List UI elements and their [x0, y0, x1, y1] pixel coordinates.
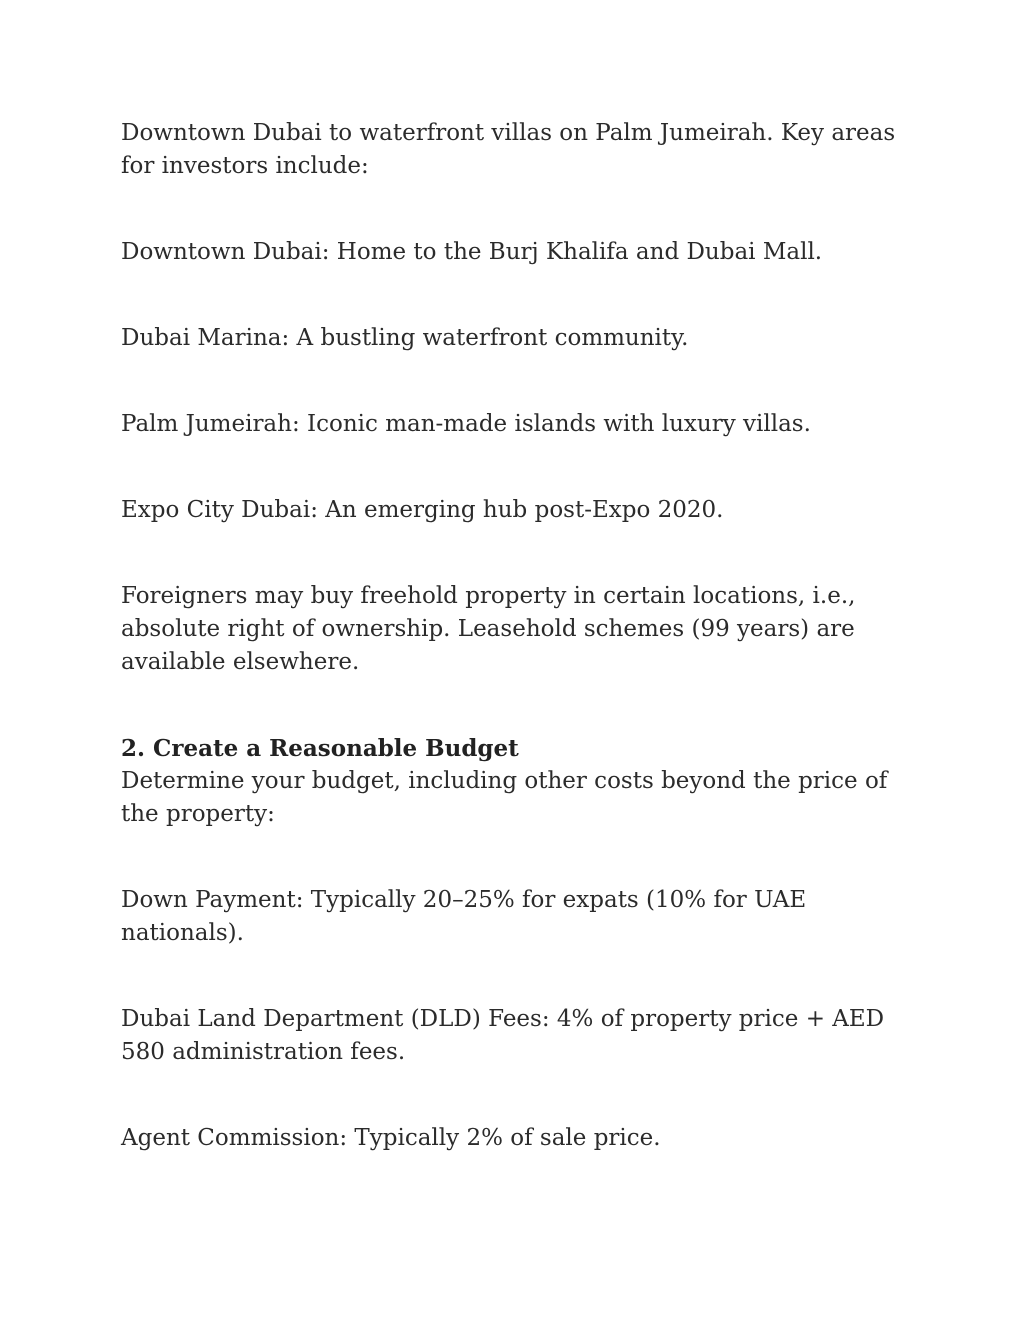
- ownership-paragraph: Foreigners may buy freehold property in certain locations, i.e., absolute right of ownership. Leasehold schemes (99 years) are available elsewhere.: [121, 583, 856, 675]
- budget-section: [121, 732, 921, 831]
- document-body: [121, 117, 921, 1155]
- section-heading: 2. Create a Reasonable Budget: [121, 735, 519, 762]
- section-intro-paragraph: Determine your budget, including other costs beyond the price of the property:: [121, 768, 888, 827]
- cost-item-agent-commission: Agent Commission: Typically 2% of sale price.: [121, 1125, 661, 1151]
- cost-item-dld-fees: Dubai Land Department (DLD) Fees: 4% of property price + AED 580 administration fees.: [121, 1006, 885, 1065]
- intro-paragraph: Downtown Dubai to waterfront villas on Palm Jumeirah. Key areas for investors include:: [121, 120, 896, 179]
- area-item-dubai-marina: Dubai Marina: A bustling waterfront community.: [121, 325, 689, 351]
- cost-item-down-payment: Down Payment: Typically 20–25% for expats (10% for UAE nationals).: [121, 887, 807, 946]
- area-item-palm-jumeirah: Palm Jumeirah: Iconic man-made islands with luxury villas.: [121, 411, 811, 437]
- area-item-downtown-dubai: Downtown Dubai: Home to the Burj Khalifa and Dubai Mall.: [121, 239, 823, 265]
- area-item-expo-city-dubai: Expo City Dubai: An emerging hub post-Expo 2020.: [121, 497, 724, 523]
